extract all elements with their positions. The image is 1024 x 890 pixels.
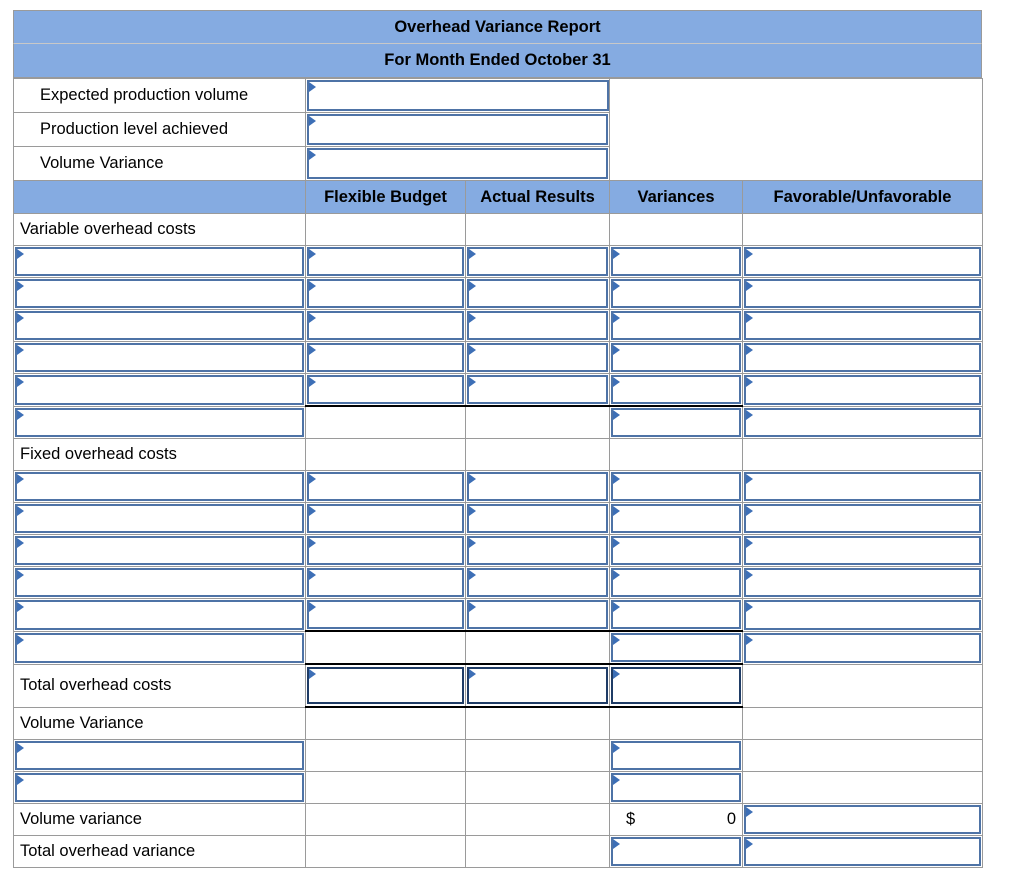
volume-item-input[interactable] xyxy=(15,773,304,802)
fixed-item-input[interactable] xyxy=(15,504,304,533)
input-marker-icon xyxy=(746,474,753,484)
fixed-variance-input[interactable] xyxy=(611,504,741,533)
variable-row xyxy=(14,310,983,342)
variable-actual-input[interactable] xyxy=(467,375,608,404)
input-marker-icon xyxy=(746,807,753,817)
input-marker-icon xyxy=(613,474,620,484)
fixed-item-input[interactable] xyxy=(15,600,304,630)
input-marker-icon xyxy=(309,377,316,387)
top-right-blank xyxy=(610,79,983,181)
fixed-item-input[interactable] xyxy=(15,536,304,565)
input-marker-icon xyxy=(17,570,24,580)
variable-row xyxy=(14,374,983,407)
total-overhead-variance-fav-input[interactable] xyxy=(744,837,981,866)
volume-variance-row xyxy=(14,804,983,836)
blank-cell xyxy=(466,740,610,772)
input-marker-icon xyxy=(746,839,753,849)
variable-flexible-input[interactable] xyxy=(307,311,464,340)
input-marker-icon xyxy=(309,249,316,259)
fixed-actual-input[interactable] xyxy=(467,536,608,565)
input-marker-icon xyxy=(746,249,753,259)
variable-variance-input[interactable] xyxy=(611,375,741,404)
blank-cell xyxy=(466,707,610,740)
blank-cell xyxy=(306,772,466,804)
fixed-flexible-input[interactable] xyxy=(307,536,464,565)
report-title: Overhead Variance Report xyxy=(13,10,982,43)
fixed-flexible-input[interactable] xyxy=(307,472,464,501)
variable-fav-input[interactable] xyxy=(744,311,981,340)
fixed-row xyxy=(14,471,983,503)
report-table xyxy=(13,78,983,868)
input-marker-icon xyxy=(746,313,753,323)
fixed-actual-input[interactable] xyxy=(467,568,608,597)
volume-variance-label: Volume variance xyxy=(14,804,306,836)
input-marker-icon xyxy=(613,313,620,323)
blank-cell xyxy=(743,740,983,772)
blank-cell xyxy=(466,772,610,804)
input-marker-icon xyxy=(469,249,476,259)
input-marker-icon xyxy=(17,602,24,612)
variable-fav-input[interactable] xyxy=(744,279,981,308)
input-marker-icon xyxy=(613,669,620,679)
fixed-total-flexible xyxy=(306,631,466,664)
fixed-variance-input[interactable] xyxy=(611,568,741,597)
blank-cell xyxy=(466,804,610,836)
total-variance-input[interactable] xyxy=(611,667,741,704)
fixed-row xyxy=(14,535,983,567)
production-achieved-cell xyxy=(306,113,610,147)
input-marker-icon xyxy=(613,410,620,420)
col-flexible-budget: Flexible Budget xyxy=(306,181,466,214)
input-marker-icon xyxy=(309,474,316,484)
variable-item-input[interactable] xyxy=(15,311,304,340)
variable-total-fav-input[interactable] xyxy=(744,408,981,438)
currency-symbol: $ xyxy=(626,810,636,828)
blank-cell xyxy=(743,772,983,804)
col-favorable-unfavorable: Favorable/Unfavorable xyxy=(743,181,983,214)
fixed-actual-input[interactable] xyxy=(467,600,608,629)
input-marker-icon xyxy=(309,82,316,92)
fixed-total-variance-input[interactable] xyxy=(611,633,741,662)
variable-variance-input[interactable] xyxy=(611,247,741,276)
input-marker-icon xyxy=(17,635,24,645)
input-marker-icon xyxy=(613,281,620,291)
input-marker-icon xyxy=(613,377,620,387)
input-marker-icon xyxy=(613,249,620,259)
fixed-actual-input[interactable] xyxy=(467,504,608,533)
variable-total-variance-input[interactable] xyxy=(611,408,741,437)
fixed-fav-input[interactable] xyxy=(744,536,981,565)
total-overhead-row xyxy=(14,664,983,707)
fixed-row xyxy=(14,599,983,632)
variable-total-row xyxy=(14,406,983,439)
variable-row xyxy=(14,342,983,374)
input-marker-icon xyxy=(613,775,620,785)
variable-flexible-input[interactable] xyxy=(307,279,464,308)
input-marker-icon xyxy=(309,313,316,323)
input-marker-icon xyxy=(17,249,24,259)
input-marker-icon xyxy=(17,743,24,753)
variable-actual-input[interactable] xyxy=(467,279,608,308)
blank-cell xyxy=(743,439,983,471)
colhdr-blank xyxy=(14,181,306,214)
volume-variance-amount-input[interactable] xyxy=(611,741,741,770)
blank-cell xyxy=(306,740,466,772)
volume-row xyxy=(14,772,983,804)
blank-cell xyxy=(466,836,610,868)
input-marker-icon xyxy=(746,538,753,548)
fixed-total-item-input[interactable] xyxy=(15,633,304,663)
variable-fav-input[interactable] xyxy=(744,375,981,405)
input-marker-icon xyxy=(469,474,476,484)
fixed-variance-input[interactable] xyxy=(611,600,741,629)
volume-variance-section-label: Volume Variance xyxy=(14,707,306,740)
volume-variance-value-cell xyxy=(610,804,743,836)
variable-total-actual xyxy=(466,406,610,439)
top-volume-variance-label: Volume Variance xyxy=(14,147,306,181)
variable-flexible-input[interactable] xyxy=(307,247,464,276)
volume-variance-value: 0 xyxy=(726,810,736,828)
variable-variance-input[interactable] xyxy=(611,279,741,308)
fixed-flexible-input[interactable] xyxy=(307,568,464,597)
input-marker-icon xyxy=(613,506,620,516)
fixed-variance-input[interactable] xyxy=(611,536,741,565)
fixed-total-actual xyxy=(466,631,610,664)
variable-variance-input[interactable] xyxy=(611,343,741,372)
input-marker-icon xyxy=(613,538,620,548)
blank-cell xyxy=(306,836,466,868)
input-marker-icon xyxy=(469,669,476,679)
fixed-total-fav-input[interactable] xyxy=(744,633,981,663)
blank-cell xyxy=(306,804,466,836)
total-overhead-label: Total overhead costs xyxy=(14,664,306,707)
volume-row xyxy=(14,740,983,772)
blank-cell xyxy=(306,707,466,740)
total-overhead-variance-input[interactable] xyxy=(611,837,741,866)
overhead-variance-report xyxy=(13,10,982,868)
fixed-row xyxy=(14,503,983,535)
fixed-fav-input[interactable] xyxy=(744,600,981,630)
fixed-fav-input[interactable] xyxy=(744,568,981,597)
blank-cell xyxy=(610,214,743,246)
input-marker-icon xyxy=(613,839,620,849)
variable-variance-input[interactable] xyxy=(611,311,741,340)
blank-cell xyxy=(743,664,983,707)
input-marker-icon xyxy=(309,116,316,126)
fixed-flexible-input[interactable] xyxy=(307,600,464,629)
input-marker-icon xyxy=(746,506,753,516)
fixed-total-row xyxy=(14,631,983,664)
total-overhead-variance-label: Total overhead variance xyxy=(14,836,306,868)
input-marker-icon xyxy=(309,570,316,580)
input-marker-icon xyxy=(746,345,753,355)
input-marker-icon xyxy=(746,410,753,420)
input-marker-icon xyxy=(613,602,620,612)
input-marker-icon xyxy=(309,669,316,679)
input-marker-icon xyxy=(309,281,316,291)
input-marker-icon xyxy=(469,602,476,612)
fixed-item-input[interactable] xyxy=(15,568,304,597)
production-achieved-label: Production level achieved xyxy=(14,113,306,147)
blank-cell xyxy=(466,214,610,246)
variable-item-input[interactable] xyxy=(15,279,304,308)
input-marker-icon xyxy=(469,506,476,516)
volume-variance-amount-input[interactable] xyxy=(611,773,741,802)
top-volume-variance-cell xyxy=(306,147,610,181)
input-marker-icon xyxy=(746,570,753,580)
total-overhead-variance-row xyxy=(14,836,983,868)
input-marker-icon xyxy=(613,743,620,753)
fixed-flexible-input[interactable] xyxy=(307,504,464,533)
variable-row xyxy=(14,246,983,278)
input-marker-icon xyxy=(309,538,316,548)
input-marker-icon xyxy=(746,635,753,645)
blank-cell xyxy=(466,439,610,471)
blank-cell xyxy=(306,439,466,471)
input-marker-icon xyxy=(309,345,316,355)
variable-overhead-label: Variable overhead costs xyxy=(14,214,306,246)
input-marker-icon xyxy=(17,538,24,548)
blank-cell xyxy=(306,214,466,246)
variable-total-flexible xyxy=(306,406,466,439)
input-marker-icon xyxy=(17,410,24,420)
input-marker-icon xyxy=(17,313,24,323)
input-marker-icon xyxy=(746,281,753,291)
variable-flexible-input[interactable] xyxy=(307,343,464,372)
total-actual-input[interactable] xyxy=(467,667,608,704)
input-marker-icon xyxy=(469,281,476,291)
input-marker-icon xyxy=(613,345,620,355)
variable-actual-input[interactable] xyxy=(467,247,608,276)
input-marker-icon xyxy=(469,538,476,548)
volume-variance-fav-input[interactable] xyxy=(744,805,981,834)
variable-flexible-input[interactable] xyxy=(307,375,464,404)
variable-item-input[interactable] xyxy=(15,343,304,372)
input-marker-icon xyxy=(17,474,24,484)
variable-row xyxy=(14,278,983,310)
expected-production-input[interactable] xyxy=(307,80,609,111)
fixed-item-input[interactable] xyxy=(15,472,304,501)
volume-item-input[interactable] xyxy=(15,741,304,770)
input-marker-icon xyxy=(469,345,476,355)
variable-total-item-input[interactable] xyxy=(15,408,304,438)
production-achieved-input[interactable] xyxy=(307,114,608,145)
blank-cell xyxy=(610,707,743,740)
input-marker-icon xyxy=(17,377,24,387)
input-marker-icon xyxy=(613,635,620,645)
input-marker-icon xyxy=(309,602,316,612)
expected-production-cell xyxy=(306,79,610,113)
variable-fav-input[interactable] xyxy=(744,343,981,372)
input-marker-icon xyxy=(17,506,24,516)
blank-cell xyxy=(610,439,743,471)
input-marker-icon xyxy=(17,775,24,785)
report-subtitle: For Month Ended October 31 xyxy=(13,43,982,78)
col-variances: Variances xyxy=(610,181,743,214)
fixed-fav-input[interactable] xyxy=(744,504,981,533)
input-marker-icon xyxy=(17,345,24,355)
variable-actual-input[interactable] xyxy=(467,343,608,372)
input-marker-icon xyxy=(309,506,316,516)
input-marker-icon xyxy=(17,281,24,291)
input-marker-icon xyxy=(469,570,476,580)
fixed-row xyxy=(14,567,983,599)
blank-cell xyxy=(743,214,983,246)
fixed-variance-input[interactable] xyxy=(611,472,741,501)
top-volume-variance-input[interactable] xyxy=(307,148,608,179)
variable-actual-input[interactable] xyxy=(467,311,608,340)
variable-item-input[interactable] xyxy=(15,247,304,276)
input-marker-icon xyxy=(613,570,620,580)
fixed-overhead-label: Fixed overhead costs xyxy=(14,439,306,471)
input-marker-icon xyxy=(309,150,316,160)
variable-item-input[interactable] xyxy=(15,375,304,405)
input-marker-icon xyxy=(469,313,476,323)
total-flexible-input[interactable] xyxy=(307,667,464,704)
col-actual-results: Actual Results xyxy=(466,181,610,214)
blank-cell xyxy=(743,707,983,740)
input-marker-icon xyxy=(469,377,476,387)
expected-production-label: Expected production volume xyxy=(14,79,306,113)
variable-fav-input[interactable] xyxy=(744,247,981,276)
input-marker-icon xyxy=(746,602,753,612)
fixed-fav-input[interactable] xyxy=(744,472,981,501)
fixed-actual-input[interactable] xyxy=(467,472,608,501)
input-marker-icon xyxy=(746,377,753,387)
